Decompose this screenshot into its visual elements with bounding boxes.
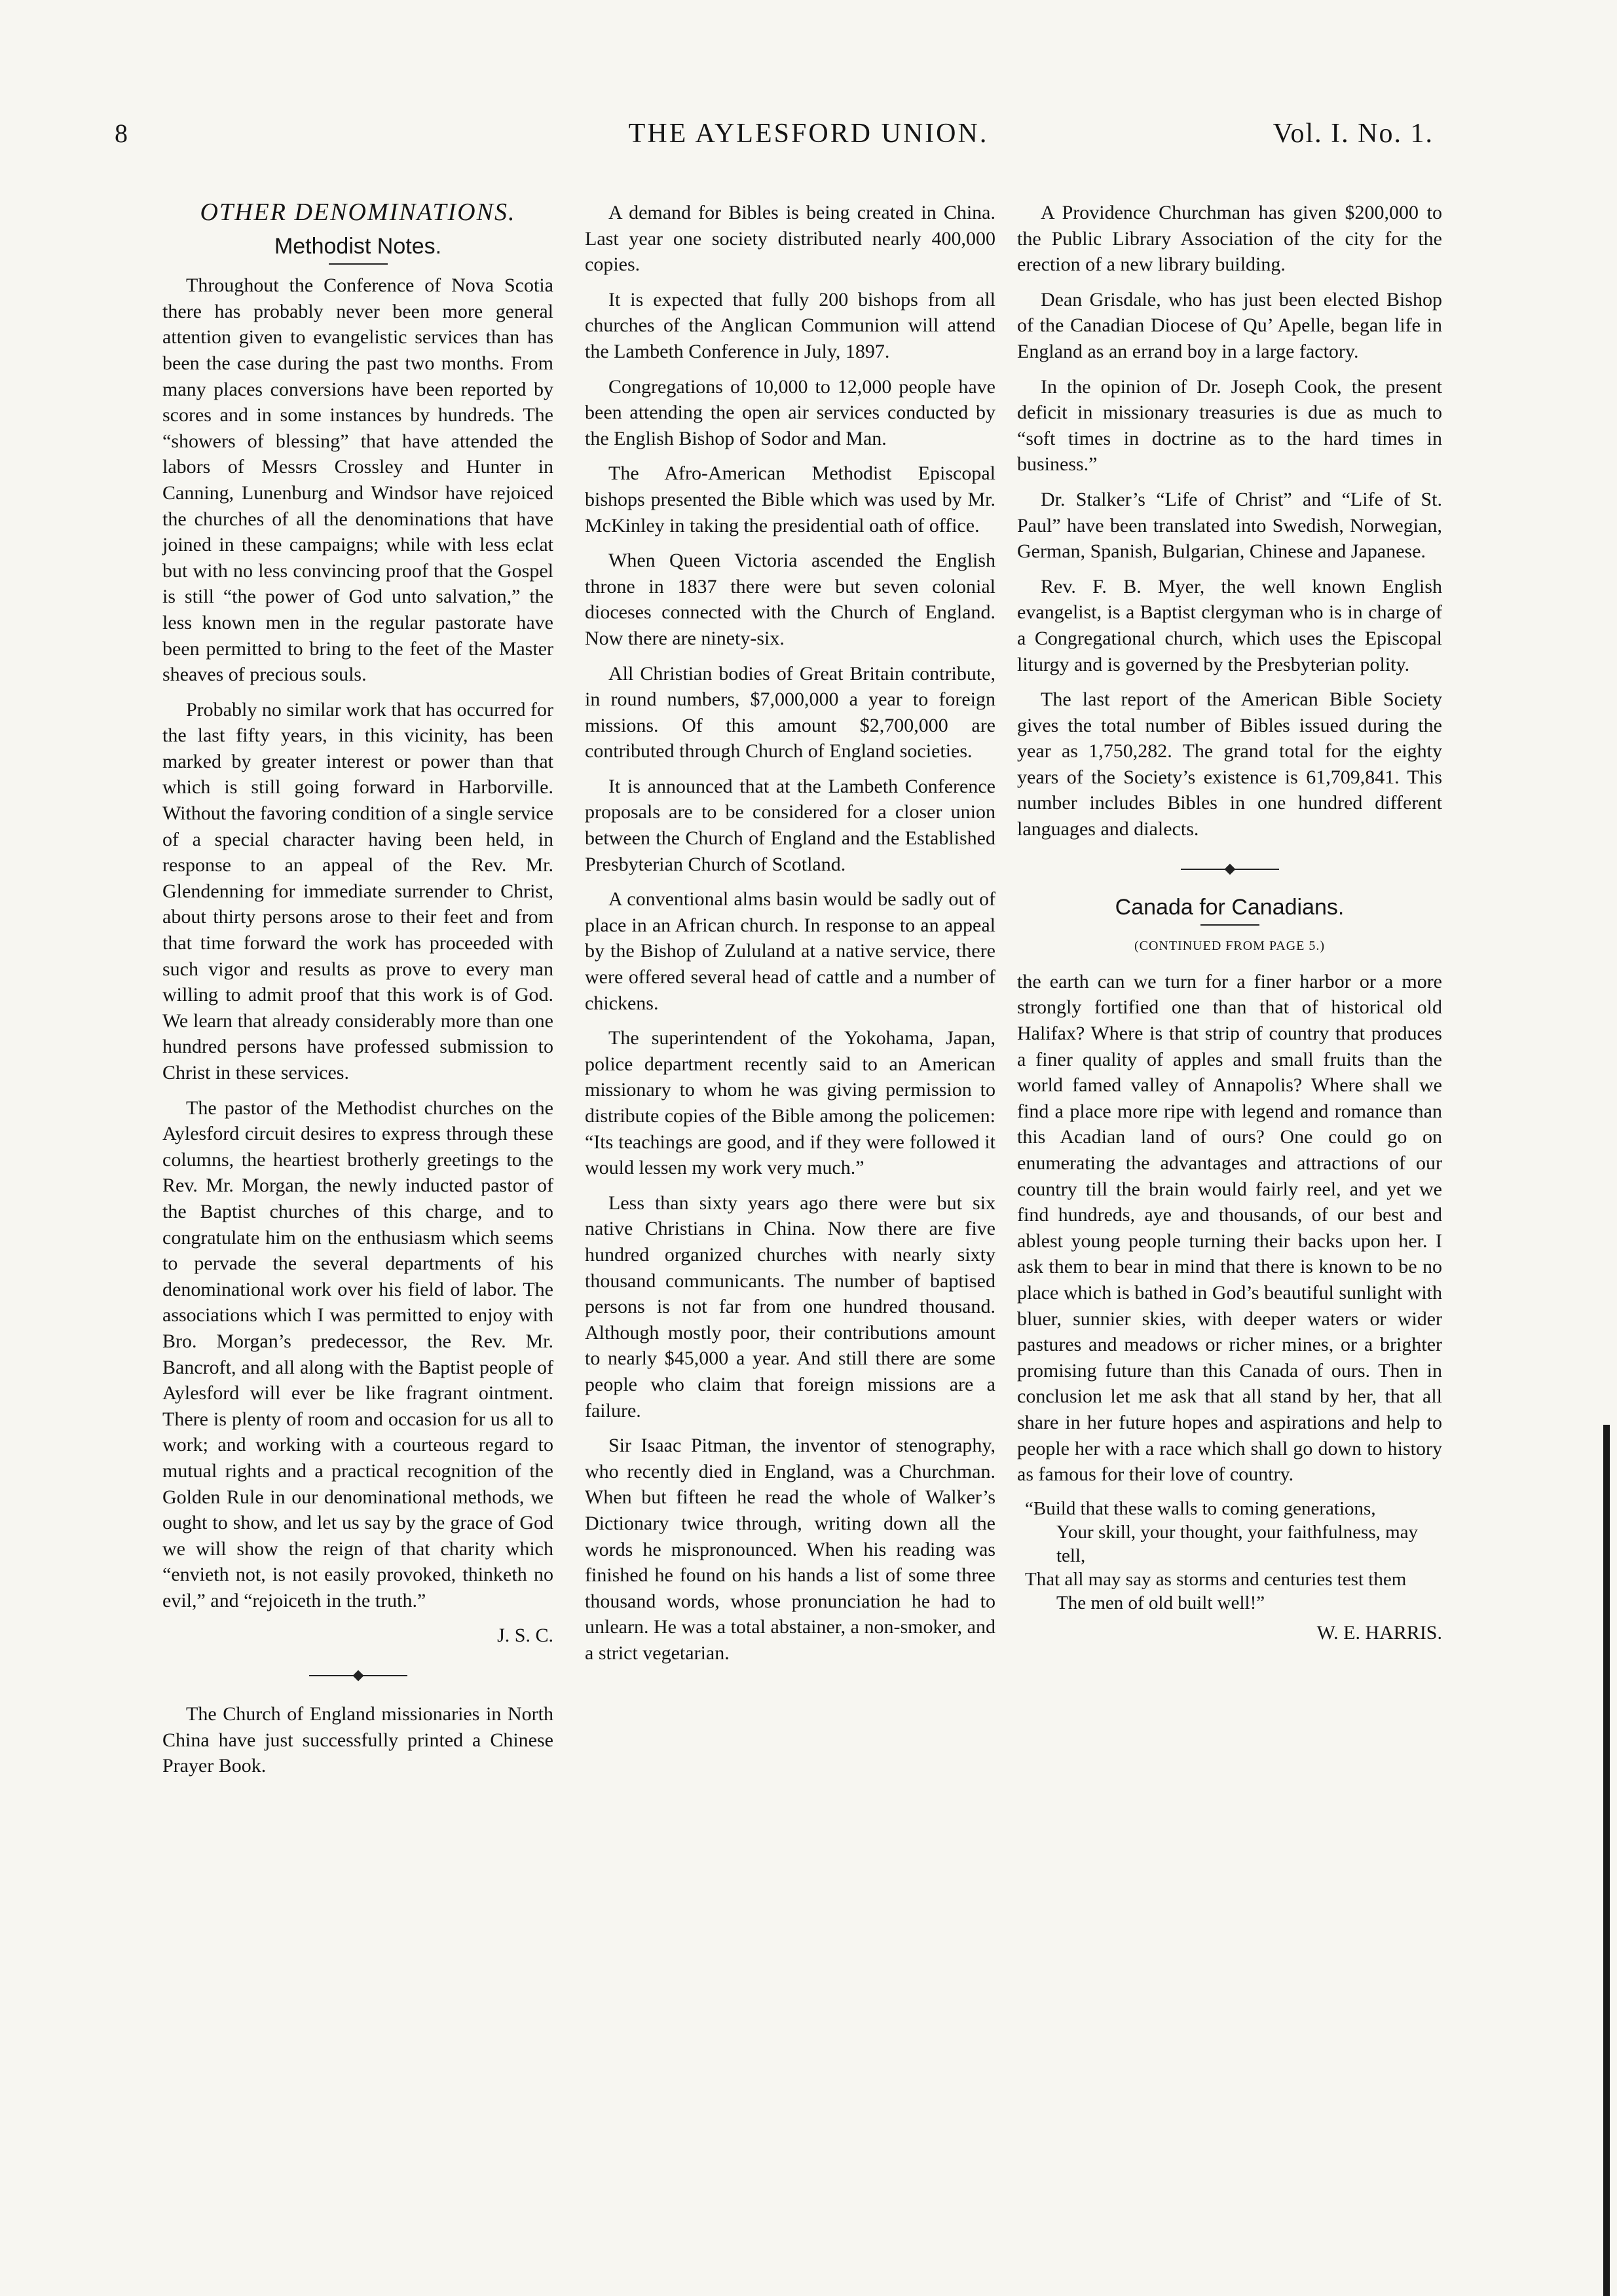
page-edge-shadow — [1603, 1425, 1610, 2296]
news-item: Dr. Stalker’s “Life of Christ” and “Life of St. Paul” have been translated into Swedish, Norwegian, German, Spanish, Bulgarian, Chinese and Japanese. — [1017, 488, 1442, 563]
column-2 — [585, 200, 995, 1675]
news-item: The last report of the American Bible Society gives the total number of Bibles issued during the year as 1,750,282. The grand total for the eighty years of the Society’s existence is 61,709,841. This number includes Bibles in one hundred different languages and dialects. — [1017, 688, 1442, 840]
article-paragraph: Throughout the Conference of Nova Scotia there has probably never been more general attention given to evangelistic services than has been the case during the past two months. From many places conversions have been reported by scores and in some instances by hundreds. The “showers of blessing” that have attended the labors of Messrs Crossley and Hunter in Canning, Lunenburg and Windsor have rejoiced the churches of all the denominations that have joined in these campaigns; while with less eclat but with no less convincing proof that the Gospel is still “the power of God unto salvation,” the less known men in the regular pastorate have been permitted to bring to the feet of the Master sheaves of precious souls. — [162, 274, 553, 686]
article-paragraph: Probably no similar work that has occurred for the last fifty years, in this vicinity, has been marked by greater interest or power than that which is still going forward in Harborville. Without the favoring condition of a single service of a special character having been held, in response to an appeal of the Rev. Mr. Glendenning for immediate surrender to Christ, about thirty persons arose to their feet and from that time forward the work has proceeded with such vigor and results as prove to every man willing to admit proof that this work is of God. We learn that already considerably more than one hundred persons have professed submission to Christ in these services. — [162, 698, 553, 1083]
column-1 — [162, 200, 553, 1788]
poem-line: Your skill, your thought, your faithfulness, may tell, — [1056, 1521, 1419, 1566]
poem-quote — [1017, 1497, 1442, 1615]
article-paragraph: the earth can we turn for a finer harbor or a more strongly fortified one than that of historical old Halifax? Where is that strip of country that produces a finer quality of apples and small fruits than the world famed valley of Annapolis? Where shall we find a place more ripe with legend and romance than this Acadian land of ours? One could go on enumerating the advantages and attractions of our country till the brain would fairly reel, and yet we find hundreds, aye and thousands, of our best and ablest young people turning their backs upon her. I ask them to bear in mind that there is known to be no place which is bathed in God’s beautiful sunlight with bluer, sunnier skies, with deeper waters or wider pastures and meadows or richer mines, or a brighter promising future than this Canada of ours. Then in conclusion let me ask that all stand by her, that all share in her future hopes and aspirations and help to people her with a race which shall go down to history as famous for their love of country. — [1017, 970, 1442, 1486]
news-item: In the opinion of Dr. Joseph Cook, the present deficit in missionary treasuries is due as much to “soft times in doctrine as to the hard times in business.” — [1017, 375, 1442, 476]
news-item: Sir Isaac Pitman, the inventor of stenography, who recently died in England, was a Churchman. When but fifteen he read the whole of Walker’s Dictionary twice through, writing down all the words he mispronounced. When his reading was finished he found on his hands a list of some three thousand words, whose pronunciation he had to unlearn. He was a total abstainer, a non-smoker, and a strict vegetarian. — [585, 1435, 995, 1664]
poem-line: That all may say as storms and centuries test them — [1025, 1568, 1407, 1590]
continued-note: (CONTINUED FROM PAGE 5.) — [1134, 939, 1326, 954]
news-item: Dean Grisdale, who has just been elected Bishop of the Canadian Diocese of Qu’ Apelle, began life in England as an errand boy in a large factory. — [1017, 288, 1442, 362]
news-item: Rev. F. B. Myer, the well known English evangelist, is a Baptist clergyman who is in charge of a Congregational church, which uses the Episcopal liturgy and is governed by the Presbyterian polity. — [1017, 575, 1442, 675]
news-item: The Afro-American Methodist Episcopal bishops presented the Bible which was used by Mr. McKinley in taking the presidential oath of office. — [585, 462, 995, 536]
poem-line: The men of old built well!” — [1056, 1592, 1265, 1613]
section-title: OTHER DENOMINATIONS. — [200, 198, 516, 226]
newspaper-title: THE AYLESFORD UNION. — [628, 119, 989, 149]
news-item: A Providence Churchman has given $200,000 to the Public Library Association of the city for the erection of a new library building. — [1017, 202, 1442, 276]
news-item: The superintendent of the Yokohama, Japan, police department recently said to an American missionary to whom he was giving permission to distribute copies of the Bible among the policemen: “Its teachings are good, and if they were followed it would lessen my work very much.” — [585, 1027, 995, 1179]
news-item: It is announced that at the Lambeth Conference proposals are to be considered for a closer union between the Church of England and the Established Presbyterian Church of Scotland. — [585, 775, 995, 875]
headline-canada-for-canadians: Canada for Canadians. — [1115, 894, 1345, 920]
page-header — [0, 118, 1617, 157]
article-paragraph: The Church of England missionaries in North China have just successfully printed a Chinese Prayer Book. — [162, 1703, 553, 1777]
news-item: A conventional alms basin would be sadly out of place in an African church. In response to an appeal by the Bishop of Zululand at a native service, there were offered several head of cattle and a number of chickens. — [585, 888, 995, 1014]
news-item: All Christian bodies of Great Britain contribute, in round numbers, $7,000,000 a year to foreign missions. Of this amount $2,700,000 are contributed through Church of England societies. — [585, 662, 995, 762]
poem-line: “Build that these walls to coming generations, — [1025, 1497, 1376, 1519]
news-item: It is expected that fully 200 bishops from all churches of the Anglican Communion will attend the Lambeth Conference in July, 1897. — [585, 288, 995, 362]
divider — [1200, 924, 1259, 926]
ornamental-divider — [1181, 869, 1279, 870]
signature: W. E. HARRIS. — [1316, 1621, 1442, 1644]
signature: J. S. C. — [497, 1625, 553, 1647]
divider — [329, 263, 388, 265]
headline-methodist-notes: Methodist Notes. — [274, 233, 442, 259]
news-item: Congregations of 10,000 to 12,000 people have been attending the open air services conducted by the English Bishop of Sodor and Man. — [585, 375, 995, 449]
news-item: When Queen Victoria ascended the English throne in 1837 there were but seven colonial dioceses connected with the Church of England. Now there are ninety-six. — [585, 550, 995, 649]
diamond-ornament-icon — [1224, 863, 1235, 875]
news-item: Less than sixty years ago there were but six native Christians in China. Now there are five hundred organized churches with nearly sixty thousand communicants. The number of baptised persons is not far from one hundred thousand. Although mostly poor, their contributions amount to nearly $45,000 a year. And still there are some people who claim that foreign missions are a failure. — [585, 1192, 995, 1421]
column-3 — [1017, 200, 1442, 1655]
volume-number: Vol. I. No. 1. — [1273, 119, 1434, 149]
page-number: 8 — [115, 119, 128, 148]
news-item: A demand for Bibles is being created in China. Last year one society distributed nearly 400,000 copies. — [585, 202, 995, 276]
ornamental-divider — [309, 1675, 407, 1676]
article-paragraph: The pastor of the Methodist churches on the Aylesford circuit desires to express through these columns, the heartiest brotherly greetings to the Rev. Mr. Morgan, the newly inducted pastor of the Baptist churches of this charge, and to congratulate him on the enthusiasm which seems to pervade the several departments of his denominational work over his field of labor. The associations which I was permitted to enjoy with Bro. Morgan’s predecessor, the Rev. Mr. Bancroft, and all along with the Baptist people of Aylesford will ever be like fragrant ointment. There is plenty of room and occasion for us all to work; and working with a courteous regard to mutual rights and a practical recognition of the Golden Rule in our denominational methods, we ought to show, and let us say by the grace of God we will show the reign of that charity which “envieth not, is not easily provoked, thinketh no evil,” and “rejoiceth in the truth.” — [162, 1097, 553, 1611]
diamond-ornament-icon — [352, 1670, 363, 1682]
